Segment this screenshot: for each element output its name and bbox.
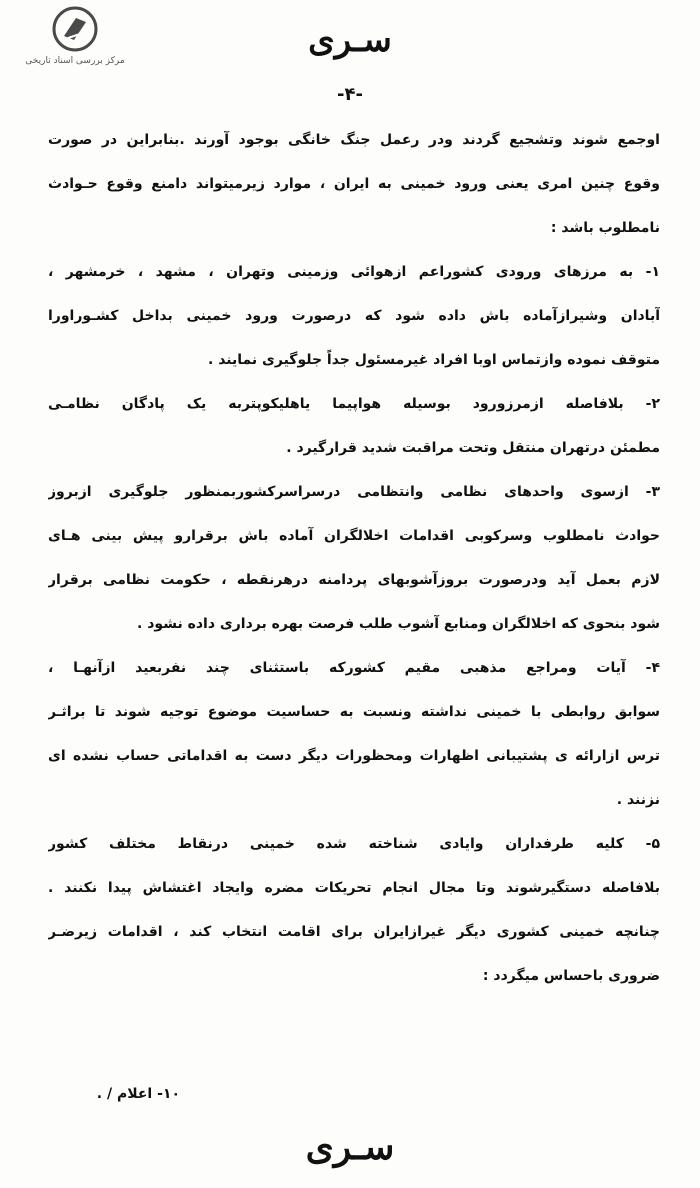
document-body: [48, 118, 660, 998]
body-line: چنانچه خمینی کشوری دیگر غیرازایران برای اقامت انتخاب کند ، اقدامات زیرضـر: [48, 924, 660, 940]
body-line: ۳- ازسوی واحدهای نظامی وانتظامی درسراسرکشوربمنظور جلوگیری ازبروز: [48, 484, 660, 500]
body-line: اوجمع شوند وتشجیع گردند ودر رعمل جنگ خانگی بوجود آورند .بنابراین در صورت: [48, 132, 660, 148]
body-line: ۴- آیات ومراجع مذهبی مقیم کشورکه باستثنای چند نفربعید ازآنهـا ،: [48, 660, 660, 676]
body-line: ۱- به مرزهای ورودی کشوراعم ازهوائی وزمینی وتهران ، مشهد ، خرمشهر ،: [48, 264, 660, 280]
body-line: بلافاصله دستگیرشوند وتا مجال انجام تحریکات مضره وایجاد اغتشاش پیدا نکنند .: [48, 880, 660, 896]
body-line: مطمئن درتهران منتقل وتحت مراقبت شدید قرارگیرد .: [286, 440, 660, 456]
body-line: نزنند .: [616, 792, 660, 808]
body-line: سوابق روابطی با خمینی نداشته ونسبت به حساسیت موضوع توجیه شوند تا براثـر: [48, 704, 660, 720]
document-reference: ۱۰- اعلام / .: [96, 1086, 180, 1102]
body-line: شود بنحوی که اخلالگران ومنابع آشوب طلب فرصت بهره برداری داده نشود .: [137, 616, 660, 632]
body-line: ۲- بلافاصله ازمرزورود بوسیله هواپیما یاهلیکوپتربه یک پادگان نظامـی: [48, 396, 660, 412]
classification-footer: سـری: [305, 1126, 395, 1168]
classification-header: سـری: [308, 20, 392, 60]
body-line: نامطلوب باشد :: [550, 220, 660, 236]
body-line: متوقف نموده وازتماس اوبا افراد غیرمسئول جداً جلوگیری نمایند .: [208, 352, 660, 368]
body-line: حوادث نامطلوب وسرکوبی اقدامات اخلالگران آماده باش برقرارو پیش بینی هـای: [48, 528, 660, 544]
body-line: ترس ازارائه ی پشتیبانی اظهارات ومحظورات دیگر دست به اقداماتی حساب نشده ای: [48, 748, 660, 764]
body-line: وقوع چنین امری یعنی ورود خمینی به ایران ، موارد زیرمیتواند دامنع وقوع حـوادث: [48, 176, 660, 192]
archive-logo-text: مرکز بررسی اسناد تاریخی: [25, 56, 125, 66]
page-number: -۴-: [337, 84, 363, 105]
body-line: لازم بعمل آید ودرصورت بروزآشوبهای پردامنه درهرنقطه ، حکومت نظامی برقرار: [48, 572, 660, 588]
body-line: ضروری باحساس میگردد :: [482, 968, 660, 984]
body-line: آبادان وشیرازآماده باش داده شود که درصورت ورود خمینی بداخل کشـوراورا: [48, 308, 660, 324]
body-line: ۵- کلیه طرفداران وایادی شناخته شده خمینی درنقاط مختلف کشور: [48, 836, 660, 852]
